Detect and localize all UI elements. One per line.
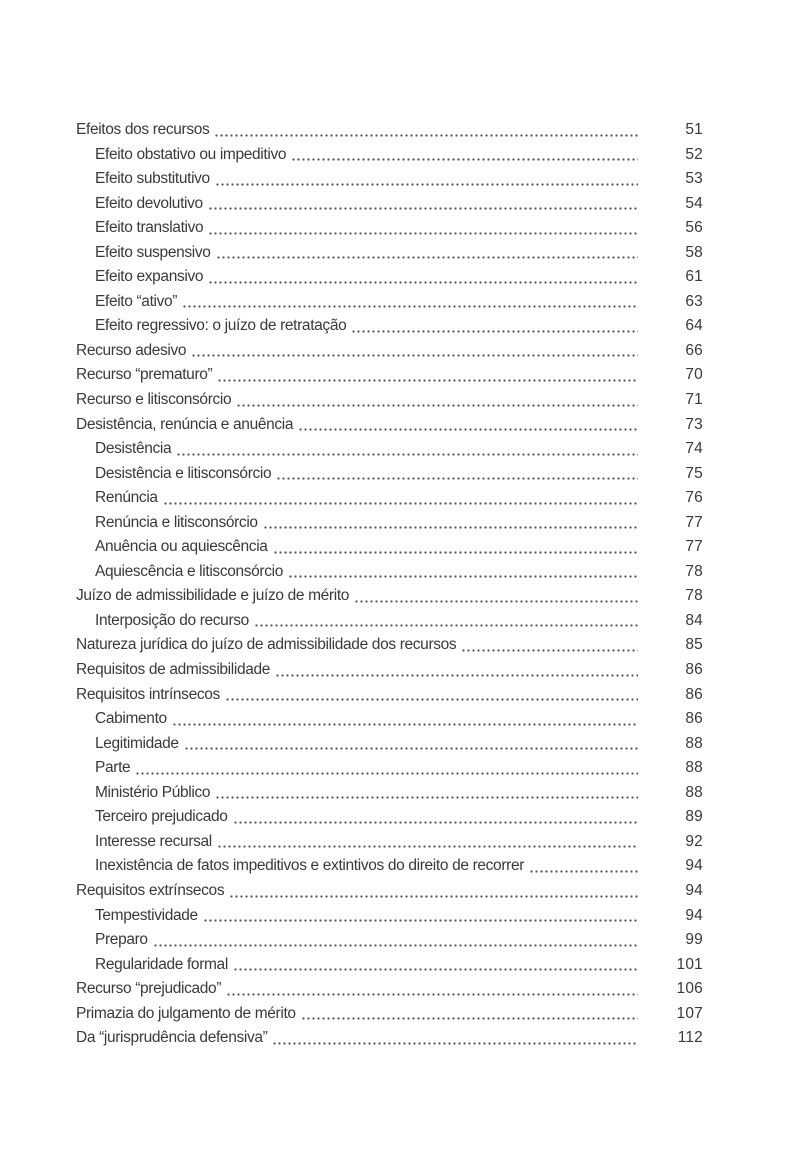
dot-leader — [226, 977, 638, 1002]
toc-entry-title: Anuência ou aquiescência — [95, 538, 268, 556]
toc-entry — [76, 241, 703, 266]
dot-leader — [529, 854, 638, 879]
toc-entry-title: Efeito “ativo” — [95, 292, 178, 310]
toc-entry-title: Regularidade formal — [95, 955, 228, 973]
toc-entry — [76, 216, 703, 241]
toc-entry-title: Efeito suspensivo — [95, 243, 211, 261]
toc-entry-title: Requisitos extrínsecos — [76, 881, 225, 899]
dot-leader — [229, 879, 638, 904]
toc-entry-page-number: 58 — [685, 243, 703, 261]
toc-list — [76, 118, 703, 1051]
toc-entry-page-number: 89 — [685, 808, 703, 826]
toc-entry-title: Recurso adesivo — [76, 341, 187, 359]
dot-leader — [291, 143, 638, 168]
toc-entry-page-number: 61 — [685, 268, 703, 286]
dot-leader — [354, 584, 638, 609]
toc-entry — [76, 486, 703, 511]
toc-entry-page-number: 51 — [685, 121, 703, 138]
dot-leader — [301, 1002, 638, 1027]
toc-entry-page-number: 88 — [685, 759, 703, 777]
toc-entry — [76, 707, 703, 732]
toc-entry-title: Efeito regressivo: o juízo de retratação — [95, 317, 347, 335]
toc-entry-title: Efeitos dos recursos — [76, 121, 210, 138]
toc-entry-page-number: 76 — [685, 489, 703, 507]
toc-entry-title: Juízo de admissibilidade e juízo de mérito — [76, 587, 350, 605]
toc-entry — [76, 290, 703, 315]
toc-entry-title: Requisitos de admissibilidade — [76, 661, 271, 679]
dot-leader — [203, 904, 638, 929]
toc-entry-title: Ministério Público — [95, 783, 211, 801]
toc-entry — [76, 854, 703, 879]
toc-entry — [76, 314, 703, 339]
toc-entry-title: Parte — [95, 759, 131, 777]
dot-leader — [191, 339, 638, 364]
toc-entry — [76, 339, 703, 364]
toc-entry — [76, 732, 703, 757]
toc-entry-title: Primazia do julgamento de mérito — [76, 1004, 296, 1022]
toc-entry-page-number: 107 — [676, 1004, 703, 1022]
toc-entry-title: Requisitos intrínsecos — [76, 685, 220, 703]
toc-entry — [76, 658, 703, 683]
toc-entry-title: Interposição do recurso — [95, 611, 249, 629]
toc-entry-page-number: 74 — [685, 440, 703, 458]
toc-entry-page-number: 52 — [685, 145, 703, 163]
toc-entry-page-number: 70 — [685, 366, 703, 384]
dot-leader — [182, 290, 638, 315]
toc-entry — [76, 511, 703, 536]
toc-entry-title: Inexistência de fatos impeditivos e extintivos do direito de recorrer — [95, 857, 525, 875]
dot-leader — [298, 413, 638, 438]
toc-entry — [76, 437, 703, 462]
toc-entry-page-number: 85 — [685, 636, 703, 654]
dot-leader — [135, 756, 638, 781]
toc-entry-title: Preparo — [95, 931, 148, 949]
toc-entry-title: Desistência, renúncia e anuência — [76, 415, 294, 433]
dot-leader — [217, 830, 638, 855]
toc-entry-title: Tempestividade — [95, 906, 198, 924]
toc-entry-page-number: 112 — [677, 1029, 703, 1047]
toc-entry — [76, 953, 703, 978]
toc-entry-title: Efeito expansivo — [95, 268, 204, 286]
dot-leader — [176, 437, 638, 462]
toc-entry-page-number: 73 — [685, 415, 703, 433]
toc-entry — [76, 560, 703, 585]
toc-entry-page-number: 53 — [685, 170, 703, 188]
toc-entry-page-number: 88 — [685, 734, 703, 752]
toc-entry-title: Terceiro prejudicado — [95, 808, 228, 826]
dot-leader — [184, 732, 638, 757]
toc-entry-page-number: 78 — [685, 587, 703, 605]
toc-entry — [76, 192, 703, 217]
toc-entry-title: Desistência e litisconsórcio — [95, 464, 272, 482]
toc-entry-page-number: 106 — [676, 980, 703, 998]
toc-entry-title: Efeito obstativo ou impeditivo — [95, 145, 287, 163]
dot-leader — [214, 118, 638, 143]
toc-entry-page-number: 77 — [685, 513, 703, 531]
toc-entry-title: Recurso “prematuro” — [76, 366, 213, 384]
toc-entry-title: Efeito translativo — [95, 219, 204, 237]
toc-entry — [76, 805, 703, 830]
toc-entry-page-number: 86 — [685, 710, 703, 728]
toc-entry-page-number: 78 — [685, 562, 703, 580]
dot-leader — [275, 658, 638, 683]
toc-entry — [76, 781, 703, 806]
toc-entry — [76, 904, 703, 929]
dot-leader — [288, 560, 638, 585]
toc-entry-page-number: 88 — [685, 783, 703, 801]
toc-entry-title: Efeito devolutivo — [95, 194, 203, 212]
toc-entry-title: Desistência — [95, 440, 172, 458]
toc-entry-title: Renúncia e litisconsórcio — [95, 513, 258, 531]
toc-entry — [76, 413, 703, 438]
toc-entry — [76, 363, 703, 388]
dot-leader — [215, 167, 638, 192]
dot-leader — [351, 314, 638, 339]
toc-entry-title: Da “jurisprudência defensiva” — [76, 1029, 268, 1047]
toc-entry — [76, 535, 703, 560]
toc-entry-page-number: 84 — [685, 611, 703, 629]
toc-entry — [76, 879, 703, 904]
toc-entry-title: Interesse recursal — [95, 832, 212, 850]
toc-entry — [76, 265, 703, 290]
dot-leader — [208, 192, 638, 217]
toc-entry-page-number: 71 — [685, 391, 703, 409]
toc-entry-page-number: 101 — [676, 955, 703, 973]
toc-entry — [76, 1002, 703, 1027]
dot-leader — [236, 388, 638, 413]
dot-leader — [254, 609, 638, 634]
toc-entry — [76, 756, 703, 781]
dot-leader — [225, 683, 638, 708]
dot-leader — [215, 781, 638, 806]
dot-leader — [208, 265, 638, 290]
toc-entry-title: Renúncia — [95, 489, 158, 507]
dot-leader — [273, 535, 638, 560]
toc-entry-page-number: 54 — [685, 194, 703, 212]
toc-entry — [76, 1026, 703, 1051]
toc-entry-title: Recurso “prejudicado” — [76, 980, 222, 998]
toc-entry-page-number: 86 — [685, 685, 703, 703]
toc-entry — [76, 928, 703, 953]
toc-entry-page-number: 56 — [685, 219, 703, 237]
toc-entry-page-number: 63 — [685, 292, 703, 310]
toc-entry — [76, 683, 703, 708]
dot-leader — [461, 633, 638, 658]
toc-entry-page-number: 92 — [685, 832, 703, 850]
toc-entry-title: Recurso e litisconsórcio — [76, 391, 232, 409]
toc-entry-title: Aquiescência e litisconsórcio — [95, 562, 284, 580]
toc-entry-page-number: 77 — [685, 538, 703, 556]
toc-entry-page-number: 75 — [685, 464, 703, 482]
toc-entry-page-number: 99 — [685, 931, 703, 949]
dot-leader — [172, 707, 638, 732]
toc-entry — [76, 143, 703, 168]
toc-entry-page-number: 86 — [685, 661, 703, 679]
toc-entry-title: Natureza jurídica do juízo de admissibilidade dos recursos — [76, 636, 457, 654]
toc-entry-title: Efeito substitutivo — [95, 170, 210, 188]
toc-entry-page-number: 94 — [685, 906, 703, 924]
toc-entry — [76, 462, 703, 487]
toc-entry — [76, 830, 703, 855]
toc-entry — [76, 633, 703, 658]
toc-entry — [76, 609, 703, 634]
toc-entry-page-number: 66 — [685, 341, 703, 359]
dot-leader — [263, 511, 638, 536]
toc-entry — [76, 118, 703, 143]
toc-entry — [76, 388, 703, 413]
toc-entry-page-number: 94 — [685, 857, 703, 875]
toc-entry — [76, 977, 703, 1002]
toc-entry-page-number: 64 — [685, 317, 703, 335]
dot-leader — [216, 241, 638, 266]
dot-leader — [272, 1026, 638, 1051]
dot-leader — [233, 805, 638, 830]
dot-leader — [153, 928, 638, 953]
dot-leader — [217, 363, 638, 388]
toc-entry-title: Legitimidade — [95, 734, 179, 752]
toc-entry-title: Cabimento — [95, 710, 167, 728]
dot-leader — [233, 953, 638, 978]
dot-leader — [163, 486, 638, 511]
dot-leader — [276, 462, 638, 487]
toc-entry — [76, 167, 703, 192]
dot-leader — [208, 216, 638, 241]
toc-entry-page-number: 94 — [685, 881, 703, 899]
toc-entry — [76, 584, 703, 609]
